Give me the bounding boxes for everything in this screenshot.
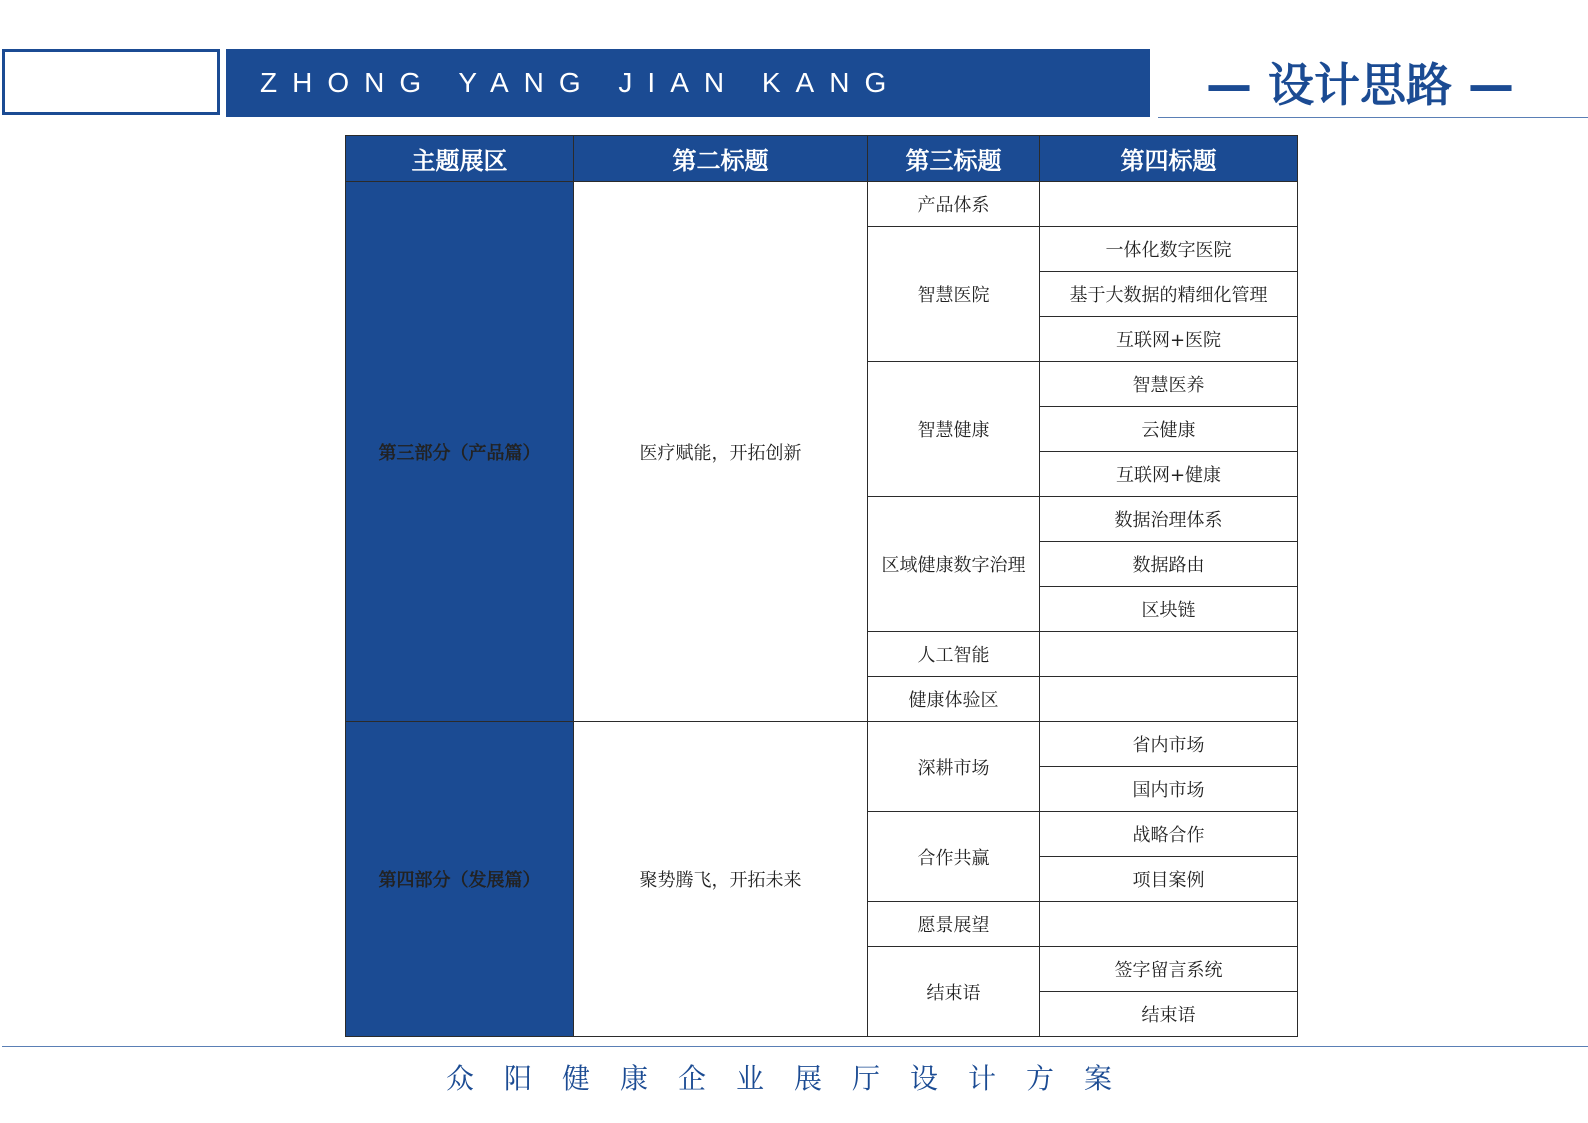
fourth-title-cell: 战略合作 xyxy=(1040,812,1298,857)
title-divider xyxy=(1158,117,1588,118)
fourth-title-cell xyxy=(1040,182,1298,227)
fourth-title-cell: 签字留言系统 xyxy=(1040,947,1298,992)
zone-cell: 第四部分（发展篇） xyxy=(346,722,574,1037)
table-row xyxy=(346,722,1298,767)
third-title-cell: 智慧健康 xyxy=(868,362,1040,497)
table-header-row xyxy=(346,136,1298,182)
footer-title: 众阳健康企业展厅设计方案 xyxy=(445,1062,1142,1095)
table-body xyxy=(346,182,1298,1037)
subtitle-cell: 聚势腾飞，开拓未来 xyxy=(574,722,868,1037)
third-title-cell: 区域健康数字治理 xyxy=(868,497,1040,632)
fourth-title-cell xyxy=(1040,902,1298,947)
fourth-title-cell: 数据路由 xyxy=(1040,542,1298,587)
fourth-title-cell: 互联网+医院 xyxy=(1040,317,1298,362)
third-title-cell: 结束语 xyxy=(868,947,1040,1037)
header-cell-third-title: 第三标题 xyxy=(868,136,1040,182)
third-title-cell: 健康体验区 xyxy=(868,677,1040,722)
zone-cell: 第三部分（产品篇） xyxy=(346,182,574,722)
third-title-cell: 合作共赢 xyxy=(868,812,1040,902)
third-title-cell: 智慧医院 xyxy=(868,227,1040,362)
table-row xyxy=(346,182,1298,227)
fourth-title-cell: 一体化数字医院 xyxy=(1040,227,1298,272)
fourth-title-cell: 国内市场 xyxy=(1040,767,1298,812)
header-cell-zone: 主题展区 xyxy=(346,136,574,182)
third-title-cell: 产品体系 xyxy=(868,182,1040,227)
exhibition-outline-table xyxy=(345,135,1298,1037)
fourth-title-cell: 数据治理体系 xyxy=(1040,497,1298,542)
third-title-cell: 人工智能 xyxy=(868,632,1040,677)
header-band xyxy=(226,49,1150,117)
fourth-title-cell xyxy=(1040,677,1298,722)
fourth-title-cell: 互联网+健康 xyxy=(1040,452,1298,497)
fourth-title-cell xyxy=(1040,632,1298,677)
third-title-cell: 愿景展望 xyxy=(868,902,1040,947)
header-cell-second-title: 第二标题 xyxy=(574,136,868,182)
fourth-title-cell: 区块链 xyxy=(1040,587,1298,632)
fourth-title-cell: 智慧医养 xyxy=(1040,362,1298,407)
fourth-title-cell: 项目案例 xyxy=(1040,857,1298,902)
subtitle-cell: 医疗赋能，开拓创新 xyxy=(574,182,868,722)
section-title: — 设计思路 — xyxy=(1205,58,1515,112)
third-title-cell: 深耕市场 xyxy=(868,722,1040,812)
fourth-title-cell: 省内市场 xyxy=(1040,722,1298,767)
fourth-title-cell: 基于大数据的精细化管理 xyxy=(1040,272,1298,317)
header-cell-fourth-title: 第四标题 xyxy=(1040,136,1298,182)
fourth-title-cell: 结束语 xyxy=(1040,992,1298,1037)
footer-divider xyxy=(2,1046,1588,1047)
brand-pinyin: ZHONG YANG JIAN KANG xyxy=(260,67,902,98)
logo-placeholder xyxy=(2,49,220,115)
fourth-title-cell: 云健康 xyxy=(1040,407,1298,452)
